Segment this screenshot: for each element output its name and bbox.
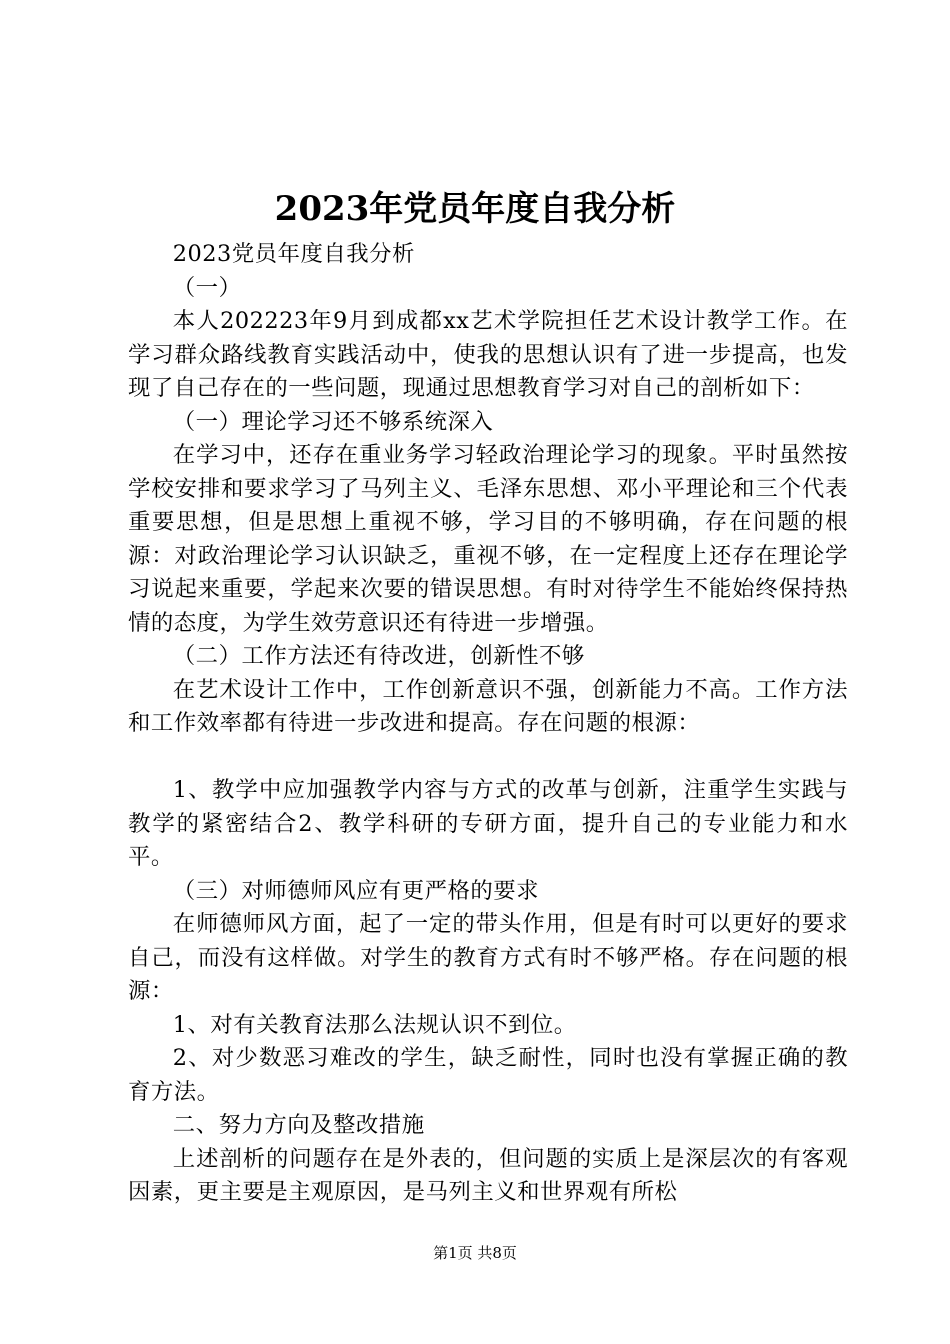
paragraph-teaching-reform: 1、教学中应加强教学内容与方式的改革与创新，注重学生实践与教学的紧密结合2、教学科研的专研方面，提升自己的专业能力和水平。 <box>128 777 848 870</box>
document-title: 2023年党员年度自我分析 <box>274 189 676 229</box>
paragraph-section-marker: （一） <box>172 274 242 301</box>
heading-work-method: （二）工作方法还有待改进，创新性不够 <box>172 643 585 669</box>
list-item-2: 2、对少数恶习难改的学生，缺乏耐性，同时也没有掌握正确的教育方法。 <box>128 1045 848 1105</box>
paragraph-teacher-ethics: 在师德师风方面，起了一定的带头作用，但是有时可以更好的要求自己，而没有这样做。对学生的教育方式有时不够严格。存在问题的根源： <box>128 911 848 1004</box>
page-number-footer: 第1页 共8页 <box>433 1244 517 1262</box>
paragraph-theory-study: 在学习中，还存在重业务学习轻政治理论学习的现象。平时虽然按学校安排和要求学习了马列主义、毛泽东思想、邓小平理论和三个代表重要思想，但是思想上重视不够，学习目的不够明确，存在问题的根源：对政治理论学习认识缺乏，重视不够，在一定程度上还存在理论学习说起来重要，学起来次要的错误思想。有时对待学生不能始终保持热情的态度，为学生效劳意识还有待进一步增强。 <box>128 442 848 636</box>
paragraph-subtitle: 2023党员年度自我分析 <box>172 241 415 267</box>
paragraph-work-method: 在艺术设计工作中，工作创新意识不强，创新能力不高。工作方法和工作效率都有待进一步改进和提高。存在问题的根源： <box>128 676 848 736</box>
heading-teacher-ethics: （三）对师德师风应有更严格的要求 <box>172 877 540 904</box>
paragraph-intro: 本人202223年9月到成都xx艺术学院担任艺术设计教学工作。在学习群众路线教育实践活动中，使我的思想认识有了进一步提高，也发现了自己存在的一些问题，现通过思想教育学习对自己的剖析如下： <box>128 308 848 401</box>
heading-improvement: 二、努力方向及整改措施 <box>172 1112 425 1138</box>
document-body <box>128 238 848 1210</box>
paragraph-analysis: 上述剖析的问题存在是外表的，但问题的实质上是深层次的有客观因素，更主要是主观原因，是马列主义和世界观有所松 <box>128 1145 848 1205</box>
list-item-1: 1、对有关教育法那么法规认识不到位。 <box>172 1011 577 1038</box>
heading-theory-study: （一）理论学习还不够系统深入 <box>172 408 494 435</box>
